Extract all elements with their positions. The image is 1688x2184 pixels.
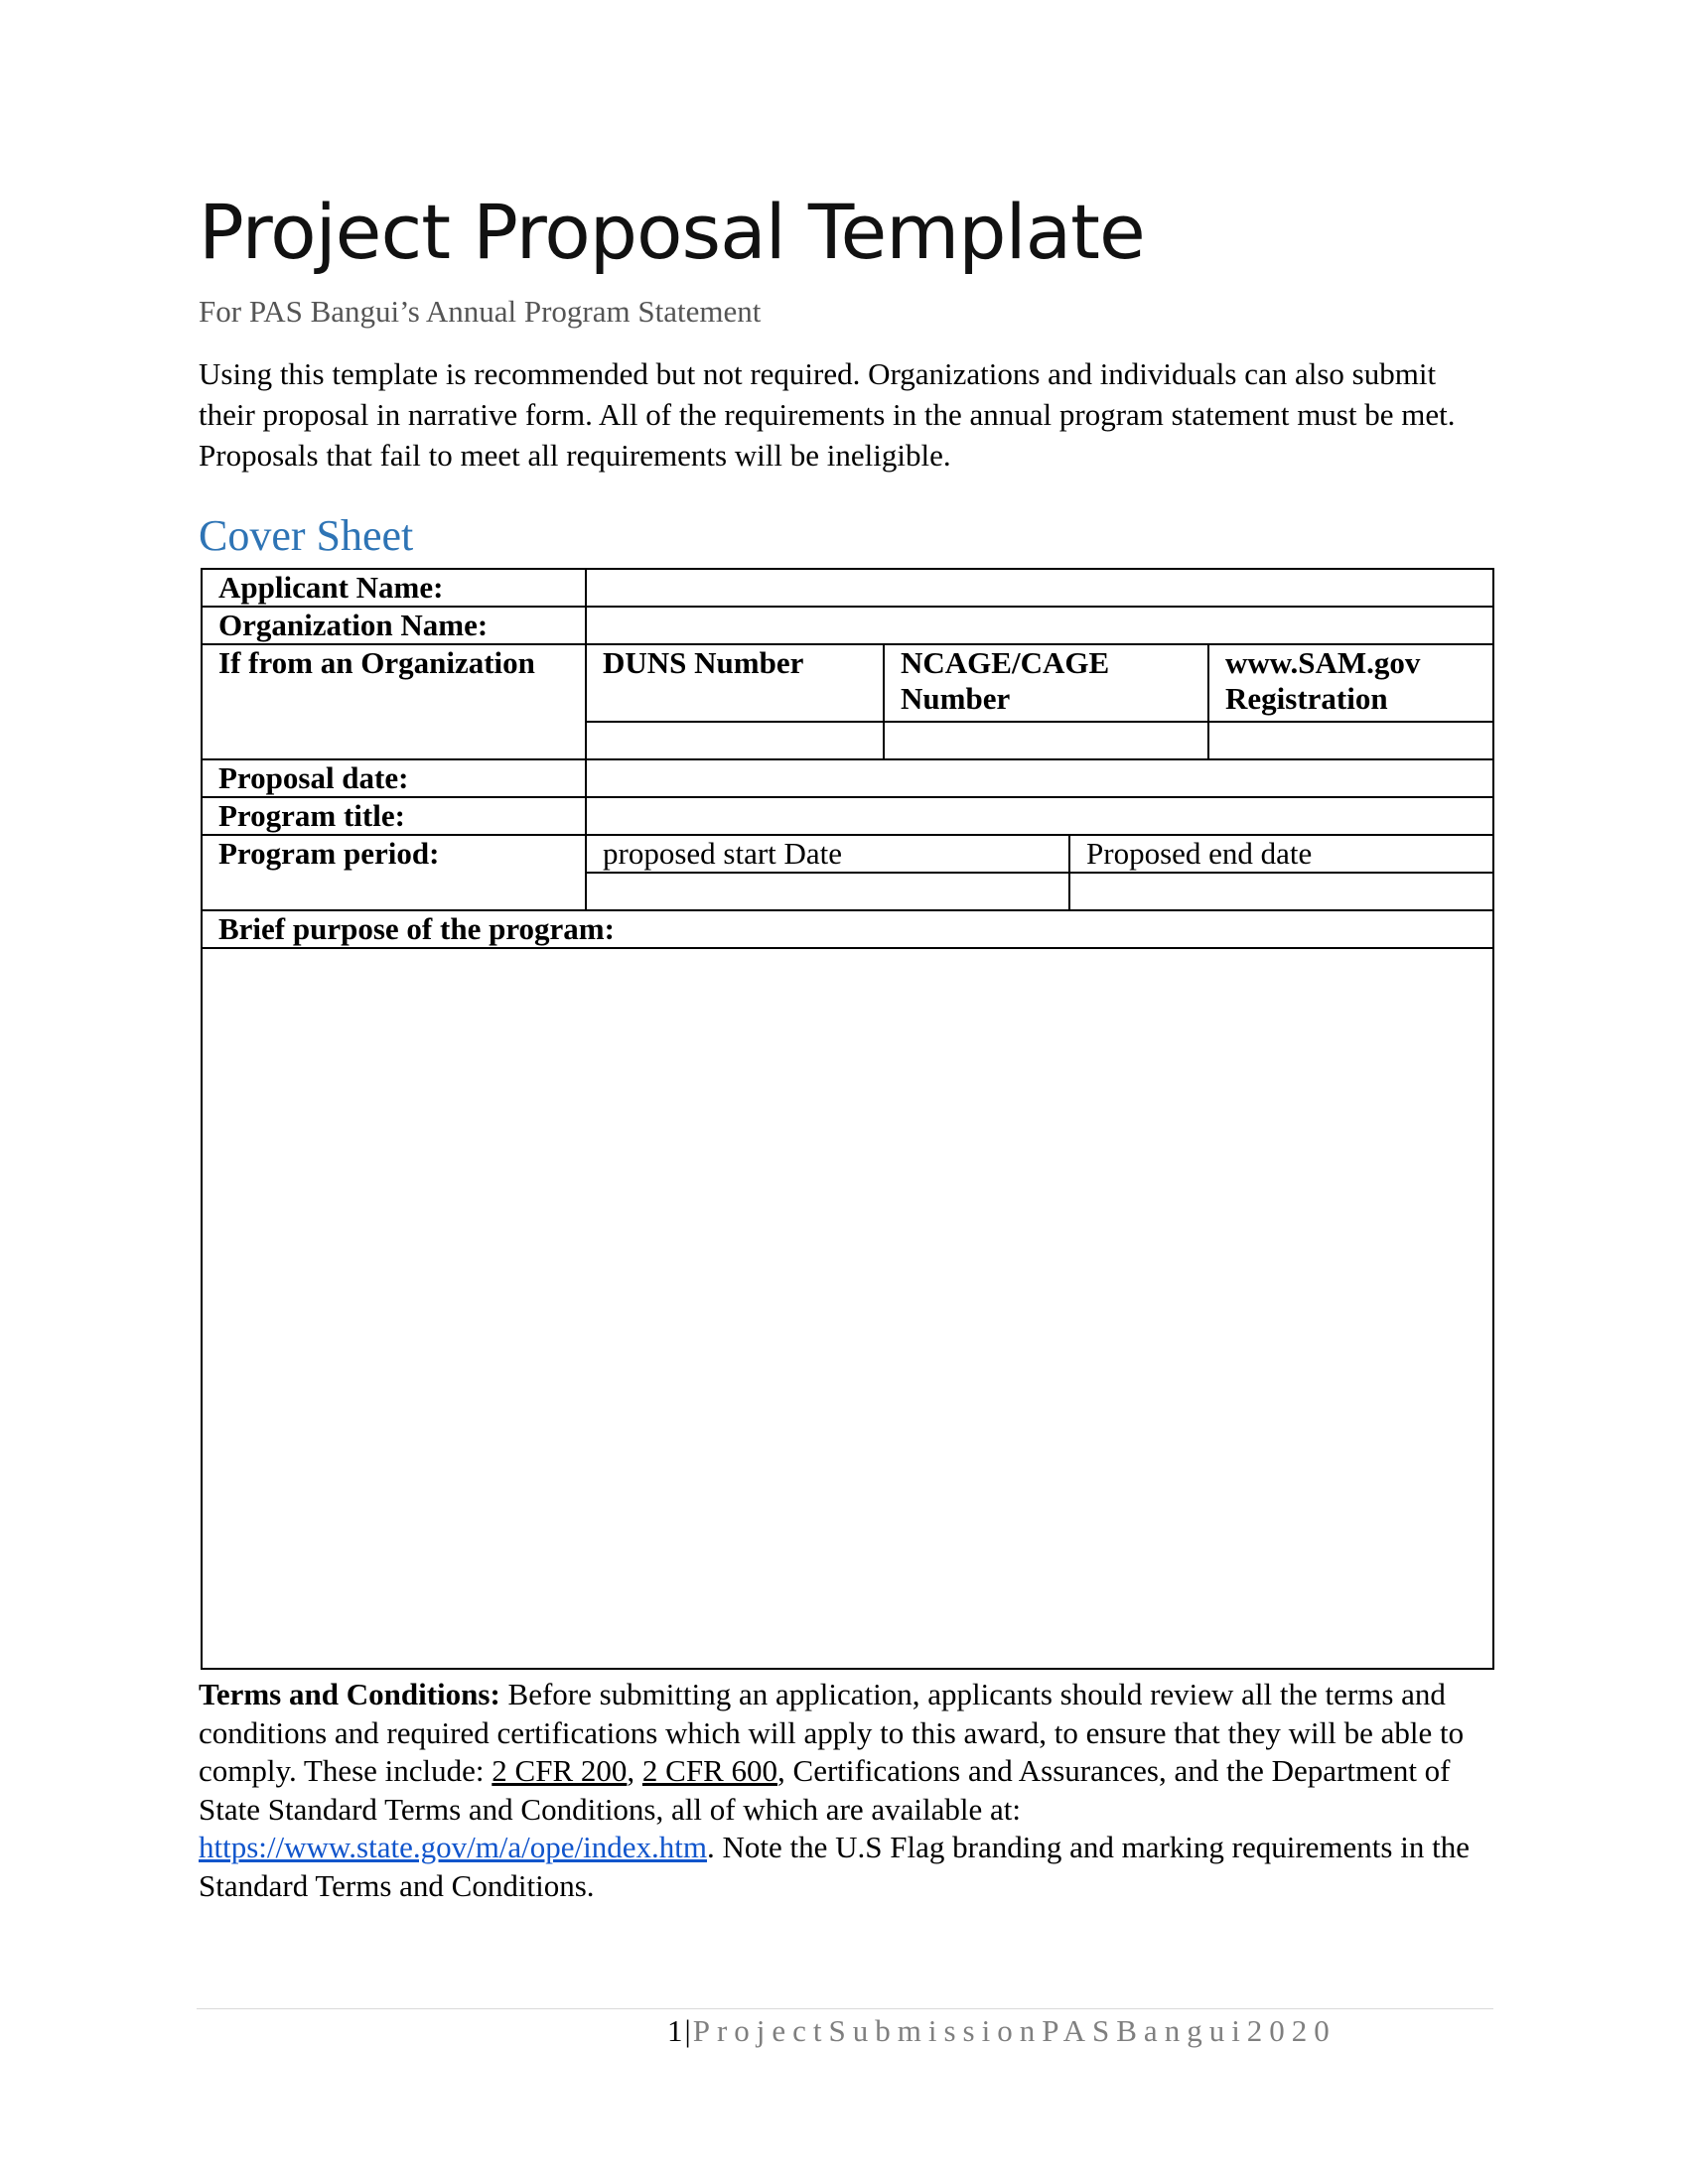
duns-number-label: DUNS Number [586,644,884,722]
program-period-label: Program period: [202,835,586,910]
start-date-field[interactable] [586,873,1069,910]
cover-sheet-table [201,568,1494,1670]
organization-name-field[interactable] [586,607,1493,644]
applicant-name-field[interactable] [586,569,1493,607]
organization-name-label: Organization Name: [202,607,586,644]
ncage-cage-number-label: NCAGE/CAGE Number [884,644,1208,722]
cfr-200-reference: 2 CFR 200 [492,1753,628,1788]
terms-separator: , [627,1753,642,1788]
duns-number-field[interactable] [586,722,884,759]
table-row [202,569,1493,607]
table-row [202,797,1493,835]
terms-lead: Terms and Conditions: [199,1677,500,1711]
intro-paragraph: Using this template is recommended but not required. Organizations and individuals can also submit their proposal in narrative form. All of the requirements in the annual program statement must be met. Proposals that fail to meet all requirements will be ineligible. [199,356,1456,473]
table-row [202,607,1493,644]
program-title-field[interactable] [586,797,1493,835]
table-row [202,644,1493,722]
applicant-name-label: Applicant Name: [202,569,586,607]
page-number: 1 [667,2013,685,2048]
document-subtitle: For PAS Bangui’s Annual Program Statement [199,294,762,329]
table-row [202,948,1493,1669]
terms-text-2: , Certifications and Assurances, and the Department of State Standard Terms and Conditions, all of which are available at: [199,1753,1451,1827]
cfr-600-reference: 2 CFR 600 [641,1753,778,1788]
footer-text: ProjectSubmissionPASBangui2020 [692,2013,1336,2048]
page-footer [667,2013,1336,2049]
if-from-organization-label: If from an Organization [202,644,586,759]
terms-paragraph [199,1676,1499,1905]
terms-text-1: Before submitting an application, applicants should review all the terms and conditions and required certifications which will apply to this award, to ensure that they will be able to comply. These include: [199,1677,1465,1788]
end-date-label: Proposed end date [1069,835,1493,873]
table-row [202,759,1493,797]
table-row [202,910,1493,948]
ncage-cage-number-field[interactable] [884,722,1208,759]
table-row [202,835,1493,873]
brief-purpose-field[interactable] [202,948,1493,1669]
footer-divider [197,2008,1493,2009]
program-title-label: Program title: [202,797,586,835]
state-gov-link[interactable]: https://www.state.gov/m/a/ope/index.htm [199,1830,708,1864]
end-date-field[interactable] [1069,873,1493,910]
start-date-label: proposed start Date [586,835,1069,873]
proposal-date-field[interactable] [586,759,1493,797]
document-title: Project Proposal Template [199,188,1145,276]
cover-sheet-heading: Cover Sheet [199,511,414,560]
footer-separator: | [684,2013,693,2048]
terms-text-3: . Note the U.S Flag branding and marking requirements in the Standard Terms and Conditions. [199,1830,1470,1903]
proposal-date-label: Proposal date: [202,759,586,797]
sam-registration-field[interactable] [1208,722,1493,759]
sam-registration-label: www.SAM.gov Registration [1208,644,1493,722]
brief-purpose-label: Brief purpose of the program: [202,910,1493,948]
